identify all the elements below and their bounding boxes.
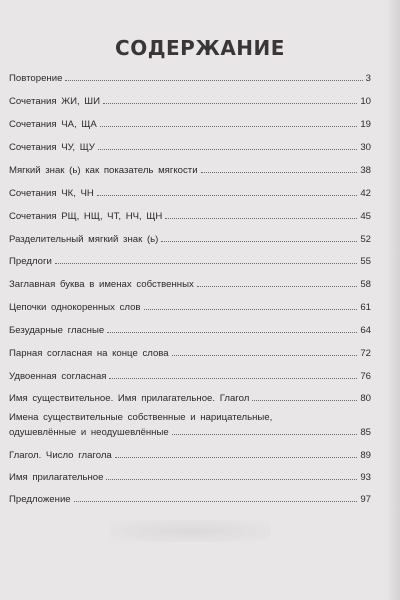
toc-entry — [9, 119, 371, 131]
toc-entry — [9, 450, 371, 462]
toc-entry-title: Парная согласная на конце слова — [9, 348, 169, 359]
toc-entry-title: Имя существительное. Имя прилагательное. Глагол — [9, 393, 250, 404]
toc-entry — [9, 348, 371, 360]
toc-entry-page: 58 — [360, 279, 371, 290]
dot-leader — [165, 218, 357, 219]
dot-leader — [161, 241, 357, 242]
toc-entry — [9, 325, 371, 337]
toc-entry — [9, 371, 371, 383]
toc-entry — [9, 73, 371, 85]
toc-entry-page: 85 — [360, 427, 371, 438]
toc-entry-title: Мягкий знак (ь) как показатель мягкости — [9, 165, 198, 176]
dot-leader — [103, 103, 357, 104]
toc-entry — [9, 393, 371, 405]
toc-entry — [9, 96, 371, 108]
toc-entry-title-line1: Имена существительные собственные и нарицательные, — [9, 412, 273, 423]
toc-entry-title: Сочетания ЧК, ЧН — [9, 188, 94, 199]
toc-entry-page: 38 — [360, 165, 371, 176]
toc-entry-page: 72 — [360, 348, 371, 359]
dot-leader — [172, 434, 358, 435]
dot-leader — [107, 332, 357, 333]
toc-entry-title: Цепочки однокоренных слов — [9, 302, 141, 313]
dot-leader — [172, 355, 358, 356]
toc-entry-title: Сочетания ЧУ, ЩУ — [9, 142, 95, 153]
toc-entry-page: 61 — [360, 302, 371, 313]
dot-leader — [55, 263, 357, 264]
dot-leader — [115, 457, 358, 458]
toc-entry-page: 30 — [360, 142, 371, 153]
toc-entry-page: 80 — [360, 393, 371, 404]
toc-entry-title: Сочетания РЩ, НЩ, ЧТ, НЧ, ЩН — [9, 211, 163, 222]
toc-entry — [9, 188, 371, 200]
dot-leader — [109, 378, 357, 379]
dot-leader — [74, 501, 358, 502]
toc-entry-title: Заглавная буква в именах собственных — [9, 279, 194, 290]
toc-entry-title: Предлоги — [9, 256, 52, 267]
toc-entry-page: 19 — [360, 119, 371, 130]
toc-entry-page: 76 — [360, 371, 371, 382]
toc-entry-page: 89 — [360, 450, 371, 461]
page-edge-shadow — [386, 0, 400, 600]
dot-leader — [98, 149, 357, 150]
toc-entry — [9, 165, 371, 177]
toc-entry-title: Глагол. Число глагола — [9, 450, 112, 461]
toc-entry — [9, 412, 371, 439]
dot-leader — [252, 400, 357, 401]
toc-entry-title: Повторение — [9, 73, 63, 84]
toc-entry-title: Безударные гласные — [9, 325, 105, 336]
toc-entry — [9, 256, 371, 268]
toc-entry — [9, 279, 371, 291]
toc-entry-title: Сочетания ЖИ, ШИ — [9, 96, 100, 107]
toc-entry-page: 93 — [360, 472, 371, 483]
toc-entry — [9, 494, 371, 506]
dot-leader — [144, 309, 358, 310]
toc-entry — [9, 234, 371, 246]
toc-entry-page: 3 — [365, 73, 371, 84]
toc-entry-title: Удвоенная согласная — [9, 371, 107, 382]
dot-leader — [106, 479, 357, 480]
toc-entry-title: Сочетания ЧА, ЩА — [9, 119, 97, 130]
dot-leader — [197, 286, 358, 287]
dot-leader — [97, 195, 357, 196]
toc-entry-title: Предложение — [9, 494, 71, 505]
toc-entry-page: 52 — [360, 234, 371, 245]
toc-entry-page: 97 — [360, 494, 371, 505]
page-title: СОДЕРЖАНИЕ — [115, 36, 285, 60]
toc-entry — [9, 211, 371, 223]
toc-entry — [9, 142, 371, 154]
toc-entry-page: 55 — [360, 256, 371, 267]
toc-entry-page: 10 — [360, 96, 371, 107]
toc-entry — [9, 302, 371, 314]
dot-leader — [201, 172, 358, 173]
toc-entry — [9, 472, 371, 484]
print-smudge — [110, 520, 270, 542]
toc-entry-title-line2: одушевлённые и неодушевлённые — [9, 427, 169, 438]
toc-entry-page: 64 — [360, 325, 371, 336]
toc-entry-page: 45 — [360, 211, 371, 222]
toc-entry-title: Разделительный мягкий знак (ь) — [9, 234, 159, 245]
toc-entry-page: 42 — [360, 188, 371, 199]
toc-entry-title: Имя прилагательное — [9, 472, 104, 483]
dot-leader — [65, 80, 362, 81]
dot-leader — [100, 126, 358, 127]
